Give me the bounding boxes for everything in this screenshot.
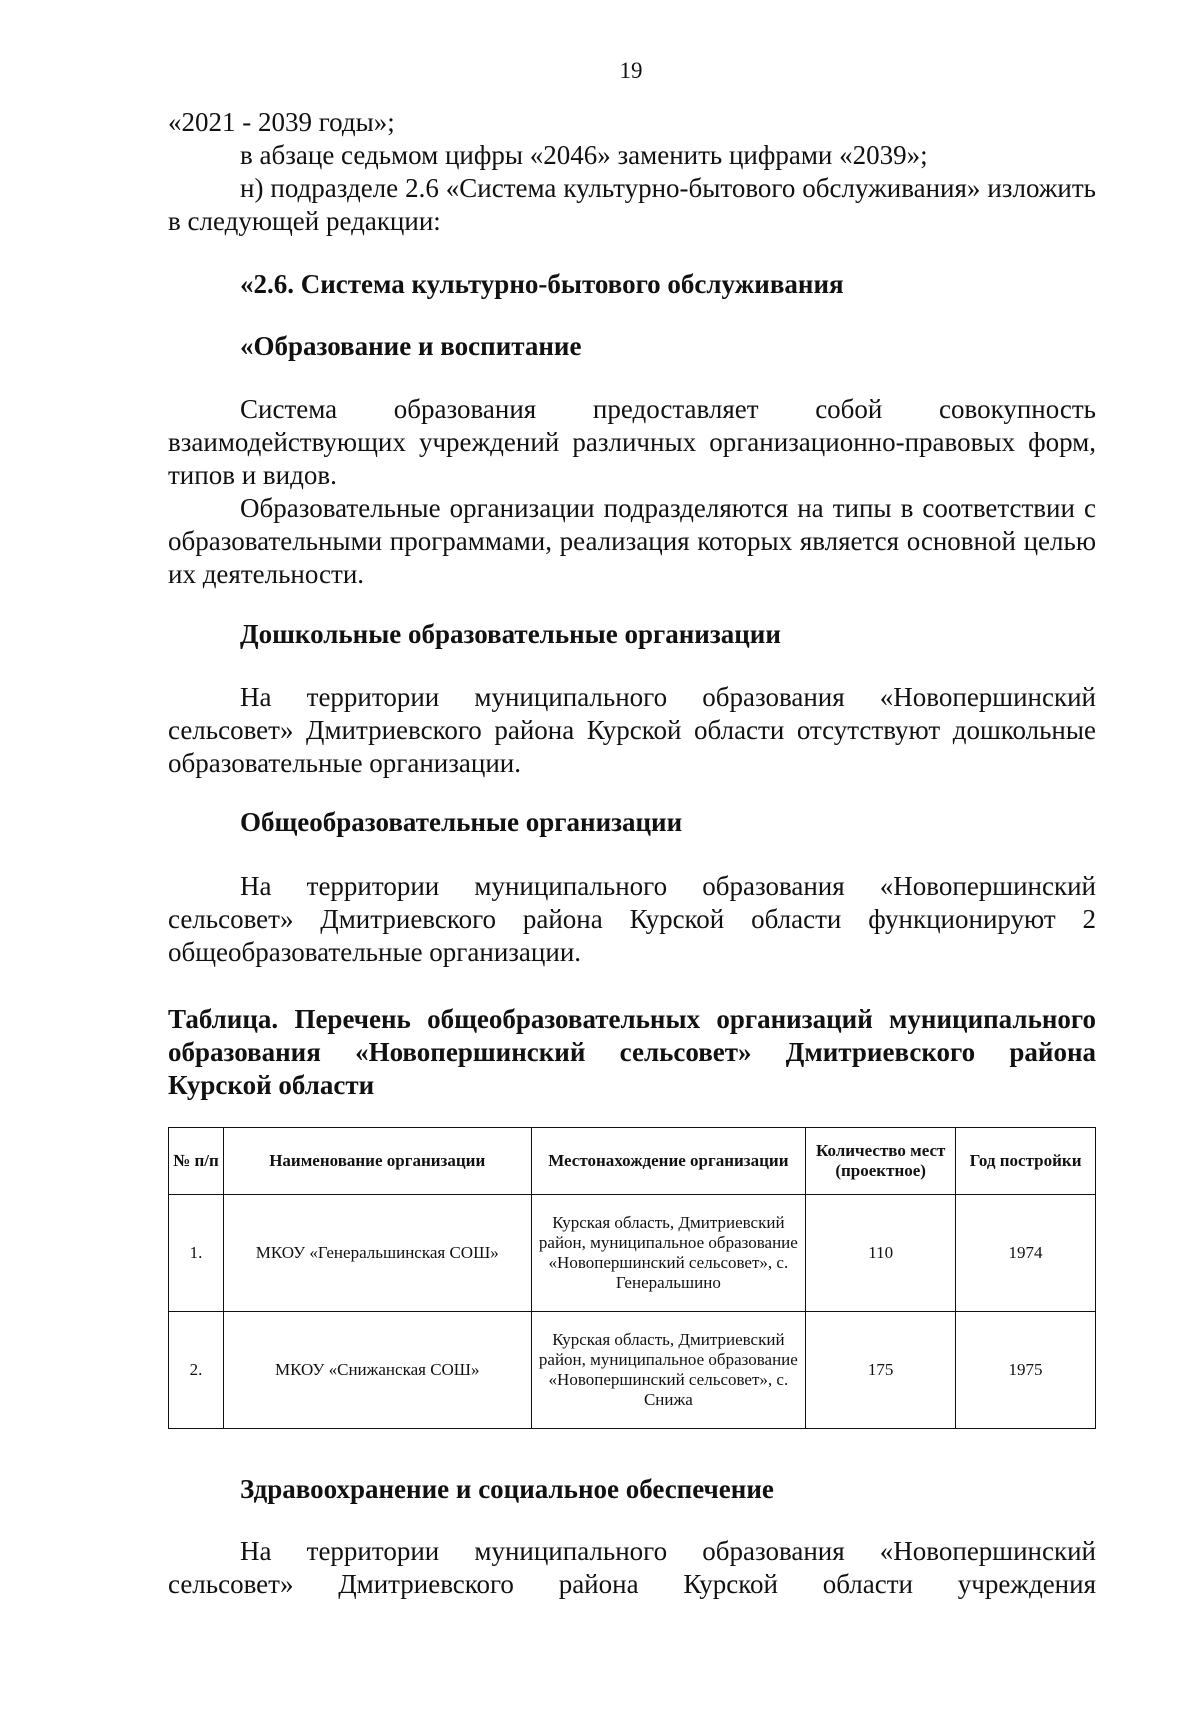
- education-paragraph-1: Система образования предоставляет собой совокупность взаимодействующих учреждений различных организационно-правовых форм, типов и видов.: [168, 394, 1096, 490]
- header-year: Год постройки: [956, 1128, 1096, 1195]
- cell-year: 1974: [956, 1195, 1096, 1312]
- organizations-table: [168, 1127, 1096, 1429]
- intro-line-1: «2021 - 2039 годы»;: [168, 107, 395, 137]
- cell-location: Курская область, Дмитриевский район, муниципальное образование «Новопершинский сельсовет», с. Снижа: [531, 1312, 806, 1429]
- preschool-paragraph: На территории муниципального образования «Новопершинский сельсовет» Дмитриевского района Курской области отсутствуют дошкольные образовательные организации.: [168, 682, 1096, 778]
- header-location: Местонахождение организации: [531, 1128, 806, 1195]
- table-caption: Таблица. Перечень общеобразовательных организаций муниципального образования «Новопершинский сельсовет» Дмитриевского района Курской области: [168, 1004, 1096, 1100]
- preschool-heading: Дошкольные образовательные организации: [240, 619, 781, 649]
- intro-block: [168, 106, 1096, 238]
- header-num: № п/п: [169, 1128, 224, 1195]
- cell-num: 1.: [169, 1195, 224, 1312]
- cell-num: 2.: [169, 1312, 224, 1429]
- page-number: 19: [619, 58, 643, 83]
- cell-capacity: 175: [806, 1312, 956, 1429]
- cell-year: 1975: [956, 1312, 1096, 1429]
- intro-line-2: в абзаце седьмом цифры «2046» заменить цифрами «2039»;: [240, 140, 928, 170]
- header-capacity: Количество мест (проектное): [806, 1128, 956, 1195]
- health-heading: Здравоохранение и социальное обеспечение: [240, 1474, 774, 1504]
- cell-capacity: 110: [806, 1195, 956, 1312]
- education-heading: «Образование и воспитание: [240, 331, 582, 361]
- general-paragraph: На территории муниципального образования «Новопершинский сельсовет» Дмитриевского района Курской области функционируют 2 общеобразовательные организации.: [168, 871, 1096, 967]
- section-title: «2.6. Система культурно-бытового обслуживания: [240, 269, 844, 299]
- cell-name: МКОУ «Снижанская СОШ»: [223, 1312, 531, 1429]
- cell-name: МКОУ «Генеральшинская СОШ»: [223, 1195, 531, 1312]
- education-paragraph-2: Образовательные организации подразделяются на типы в соответствии с образовательными программами, реализация которых является основной целью их деятельности.: [168, 493, 1096, 589]
- education-block: [168, 393, 1096, 591]
- general-heading: Общеобразовательные организации: [240, 807, 683, 837]
- cell-location: Курская область, Дмитриевский район, муниципальное образование «Новопершинский сельсовет», с. Генеральшино: [531, 1195, 806, 1312]
- table-row: [169, 1312, 1096, 1429]
- health-paragraph: На территории муниципального образования «Новопершинский сельсовет» Дмитриевского района Курской области учреждения: [168, 1536, 1096, 1599]
- header-name: Наименование организации: [223, 1128, 531, 1195]
- table-header-row: [169, 1128, 1096, 1195]
- table-row: [169, 1195, 1096, 1312]
- intro-line-3: н) подразделе 2.6 «Система культурно-бытового обслуживания» изложить в следующей редакции:: [168, 173, 1096, 236]
